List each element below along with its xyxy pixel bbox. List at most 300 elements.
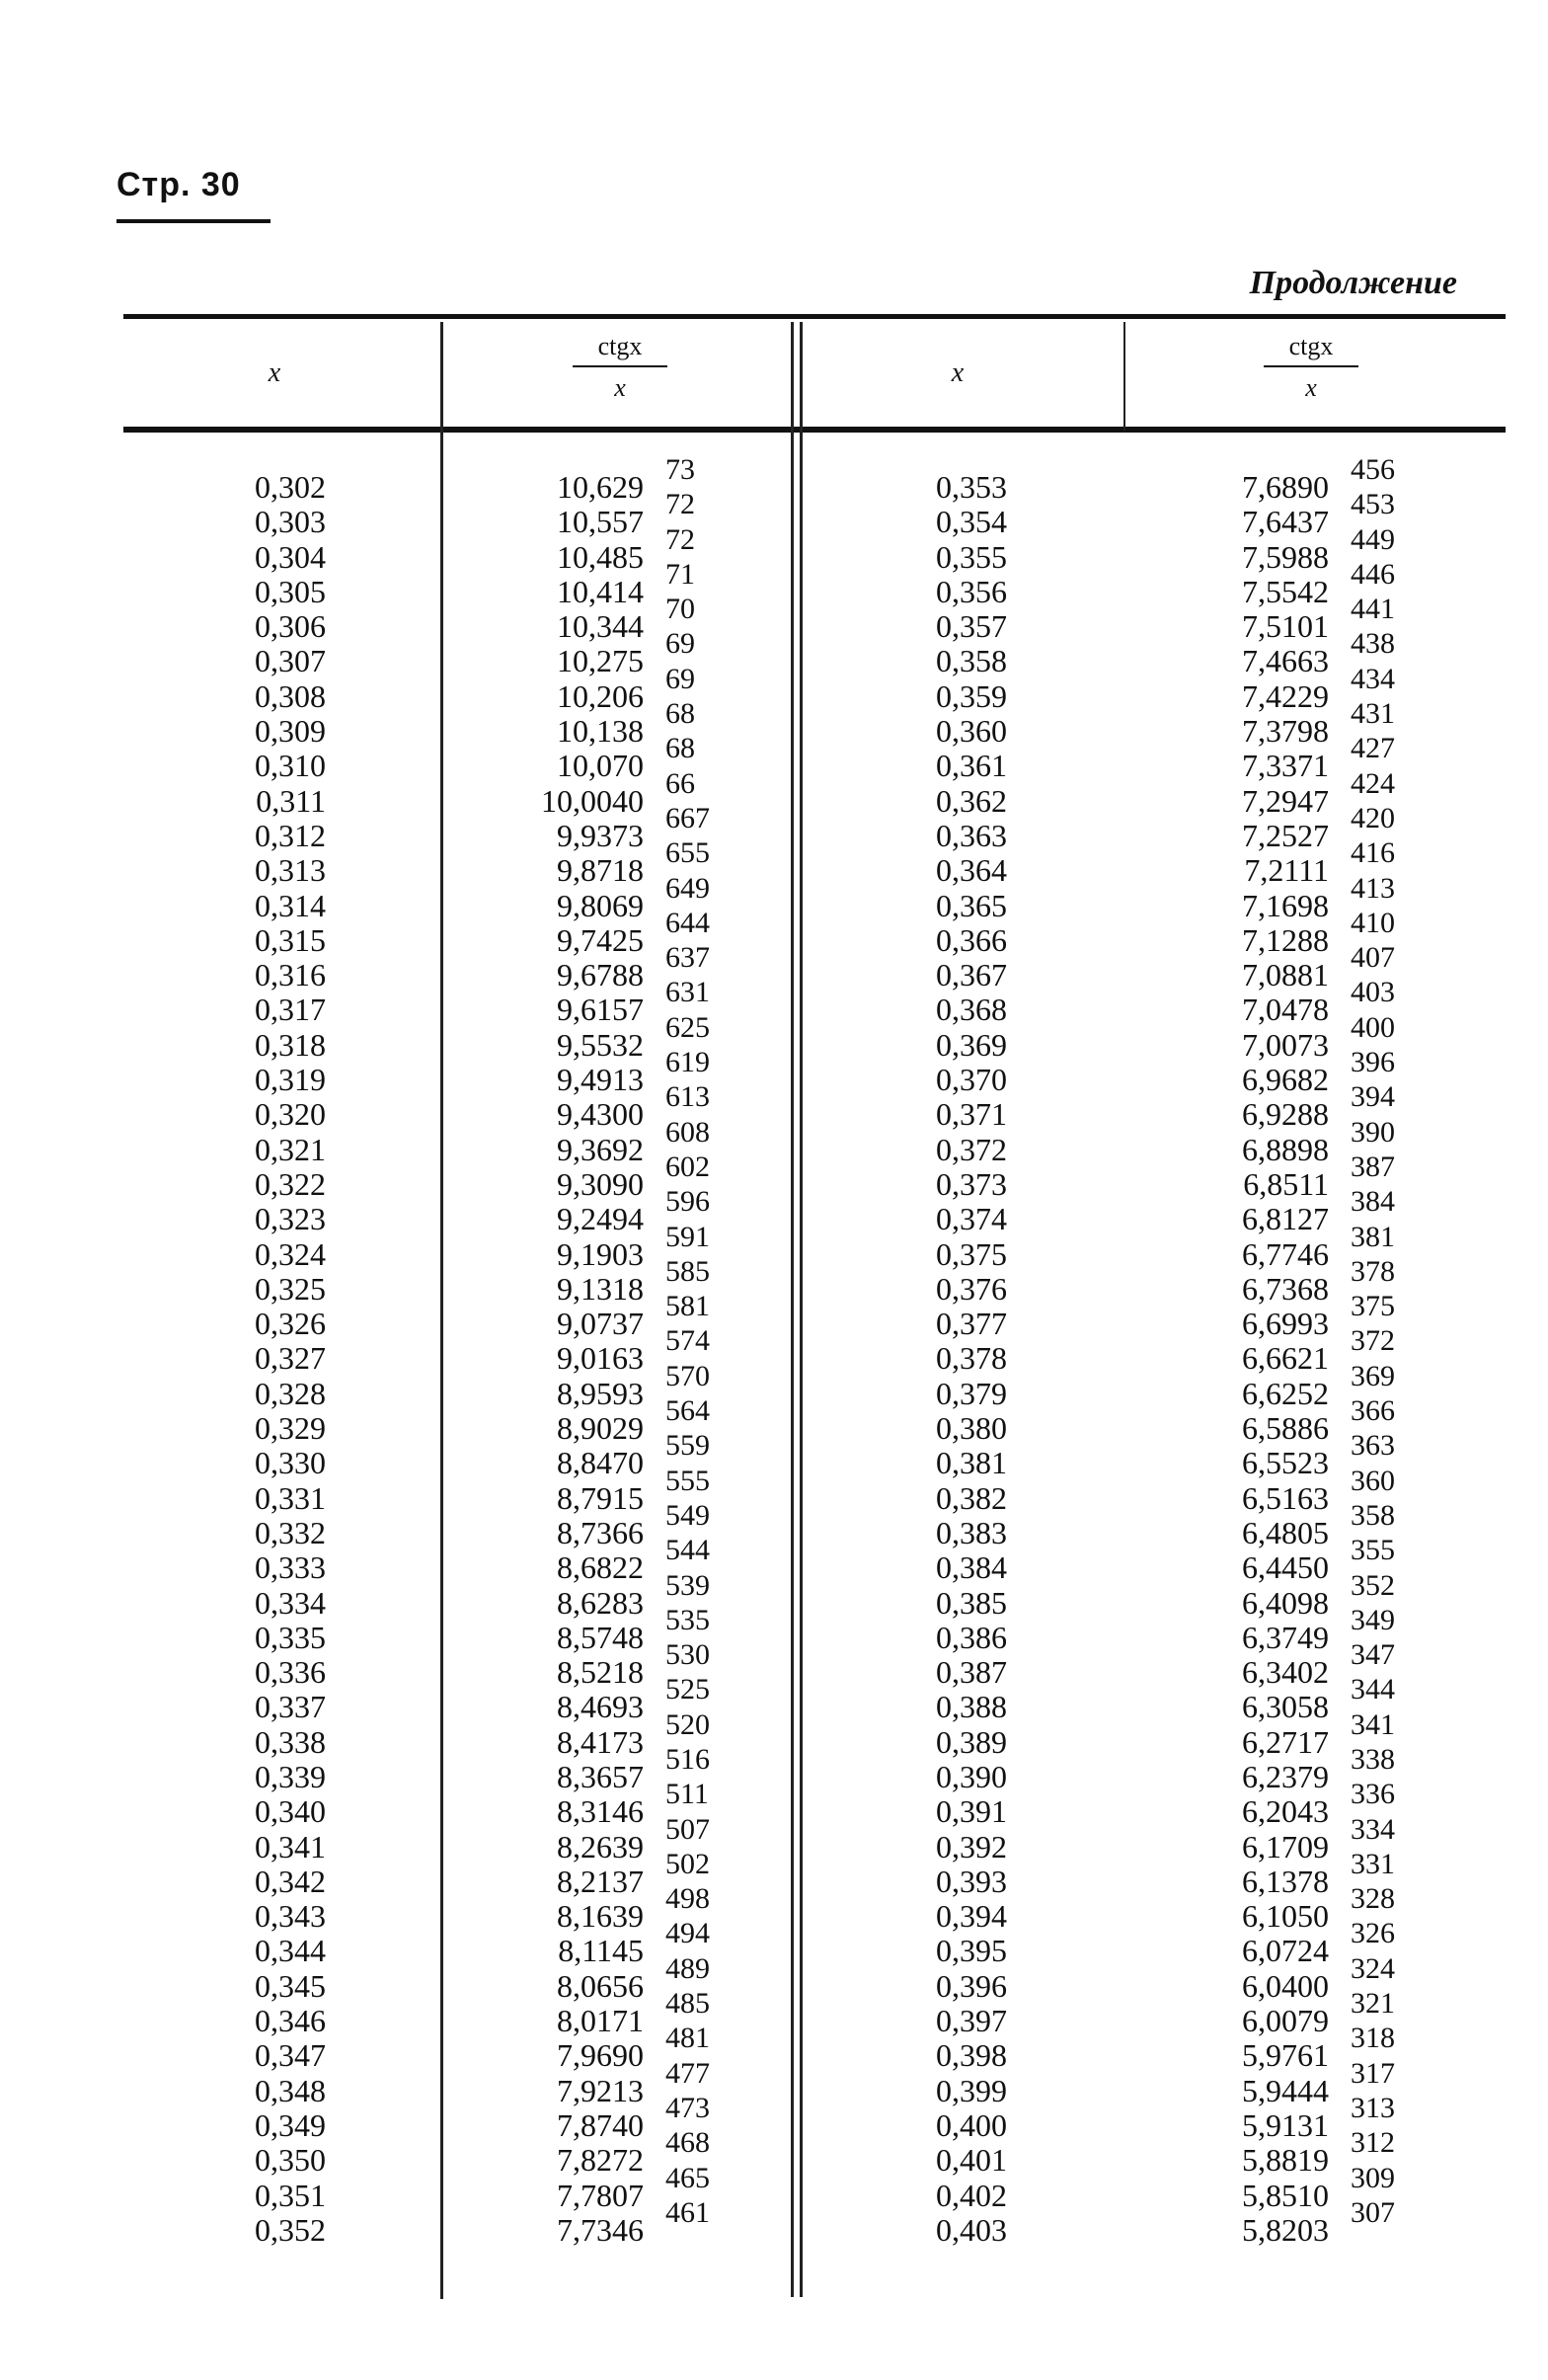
table-cell: 326	[1351, 1917, 1395, 1950]
table-cell: 608	[665, 1115, 710, 1149]
table-cell: 6,6621	[1242, 1340, 1329, 1377]
right-x-column	[889, 470, 1007, 2248]
table-cell: 0,334	[255, 1584, 326, 1621]
table-cell: 0,361	[936, 748, 1007, 784]
table-cell: 372	[1351, 1324, 1395, 1358]
table-cell: 0,312	[255, 817, 326, 853]
table-cell: 0,400	[936, 2106, 1007, 2143]
table-cell: 349	[1351, 1603, 1395, 1636]
table-cell: 8,4693	[557, 1689, 644, 1725]
table-cell: 431	[1351, 697, 1395, 731]
table-cell: 6,7368	[1242, 1270, 1329, 1307]
table-cell: 0,329	[255, 1410, 326, 1447]
table-cell: 6,5886	[1242, 1410, 1329, 1447]
table-cell: 8,2137	[557, 1863, 644, 1899]
table-cell: 530	[665, 1638, 710, 1672]
table-cell: 390	[1351, 1115, 1395, 1149]
table-cell: 0,384	[936, 1549, 1007, 1586]
table-cell: 613	[665, 1080, 710, 1114]
table-cell: 352	[1351, 1568, 1395, 1602]
table-cell: 473	[665, 2091, 710, 2124]
column-separator	[1123, 322, 1125, 431]
table-cell: 9,0737	[557, 1306, 644, 1342]
table-cell: 0,336	[255, 1654, 326, 1691]
table-cell: 0,332	[255, 1514, 326, 1550]
table-cell: 0,388	[936, 1689, 1007, 1725]
table-cell: 5,8510	[1242, 2177, 1329, 2213]
table-cell: 387	[1351, 1150, 1395, 1183]
table-cell: 539	[665, 1568, 710, 1602]
table-cell: 9,6157	[557, 992, 644, 1028]
table-cell: 581	[665, 1290, 710, 1323]
table-cell: 8,6822	[557, 1549, 644, 1586]
table-cell: 559	[665, 1429, 710, 1463]
table-cell: 8,7366	[557, 1514, 644, 1550]
table-cell: 0,343	[255, 1898, 326, 1935]
table-cell: 0,396	[936, 1967, 1007, 2004]
table-cell: 0,308	[255, 677, 326, 714]
table-cell: 0,375	[936, 1235, 1007, 1272]
table-cell: 9,1903	[557, 1235, 644, 1272]
table-cell: 446	[1351, 557, 1395, 591]
table-cell: 5,9761	[1242, 2037, 1329, 2074]
table-cell: 369	[1351, 1359, 1395, 1392]
table-cell: 0,328	[255, 1375, 326, 1411]
table-cell: 0,358	[936, 643, 1007, 679]
column-separator-double-left	[791, 322, 794, 2297]
table-cell: 8,8470	[557, 1445, 644, 1481]
table-cell: 0,401	[936, 2142, 1007, 2179]
table-cell: 8,7915	[557, 1479, 644, 1516]
table-cell: 0,342	[255, 1863, 326, 1899]
table-cell: 341	[1351, 1707, 1395, 1741]
table-cell: 7,2527	[1242, 817, 1329, 853]
table-cell: 410	[1351, 906, 1395, 939]
header-ctg-denominator: x	[614, 373, 626, 402]
table-cell: 7,9690	[557, 2037, 644, 2074]
header-ctg-numerator: ctgx	[597, 332, 643, 360]
table-cell: 10,414	[557, 573, 644, 609]
table-cell: 596	[665, 1185, 710, 1219]
table-cell: 465	[665, 2161, 710, 2194]
table-cell: 0,333	[255, 1549, 326, 1586]
table-cell: 7,0478	[1242, 992, 1329, 1028]
table-cell: 6,5163	[1242, 1479, 1329, 1516]
table-cell: 6,3402	[1242, 1654, 1329, 1691]
table-cell: 525	[665, 1673, 710, 1706]
header-ctg-numerator: ctgx	[1288, 332, 1334, 360]
table-cell: 0,376	[936, 1270, 1007, 1307]
table-cell: 313	[1351, 2091, 1395, 2124]
table-cell: 0,378	[936, 1340, 1007, 1377]
page-number: Стр. 30	[116, 166, 241, 203]
table-cell: 0,387	[936, 1654, 1007, 1691]
table-cell: 9,1318	[557, 1270, 644, 1307]
table-cell: 331	[1351, 1847, 1395, 1880]
table-cell: 0,393	[936, 1863, 1007, 1899]
table-cell: 9,5532	[557, 1026, 644, 1063]
table-cell: 375	[1351, 1290, 1395, 1323]
table-cell: 585	[665, 1254, 710, 1288]
table-cell: 0,385	[936, 1584, 1007, 1621]
table-cell: 0,391	[936, 1793, 1007, 1830]
table-cell: 0,357	[936, 608, 1007, 645]
table-cell: 0,353	[936, 469, 1007, 505]
table-cell: 7,2111	[1244, 852, 1329, 889]
table-cell: 7,6437	[1242, 504, 1329, 540]
table-cell: 9,4913	[557, 1062, 644, 1098]
table-header-rule	[123, 427, 1506, 433]
right-ctg-column	[1195, 470, 1329, 2248]
table-cell: 0,335	[255, 1619, 326, 1655]
table-cell: 0,386	[936, 1619, 1007, 1655]
table-cell: 9,3692	[557, 1131, 644, 1167]
table-cell: 0,348	[255, 2072, 326, 2108]
table-cell: 68	[665, 732, 695, 765]
table-cell: 649	[665, 871, 710, 905]
table-cell: 8,6283	[557, 1584, 644, 1621]
table-cell: 9,8718	[557, 852, 644, 889]
table-cell: 549	[665, 1498, 710, 1532]
table-cell: 0,365	[936, 887, 1007, 923]
table-cell: 0,313	[255, 852, 326, 889]
table-cell: 7,5101	[1242, 608, 1329, 645]
table-cell: 0,331	[255, 1479, 326, 1516]
column-separator	[440, 322, 443, 2299]
table-cell: 0,360	[936, 713, 1007, 750]
table-cell: 0,314	[255, 887, 326, 923]
table-cell: 321	[1351, 1987, 1395, 2021]
table-cell: 400	[1351, 1010, 1395, 1044]
table-cell: 498	[665, 1882, 710, 1916]
table-cell: 0,338	[255, 1723, 326, 1760]
table-cell: 0,403	[936, 2211, 1007, 2248]
table-cell: 574	[665, 1324, 710, 1358]
table-cell: 485	[665, 1987, 710, 2021]
table-cell: 5,8203	[1242, 2211, 1329, 2248]
table-cell: 494	[665, 1917, 710, 1950]
header-ctg-denominator: x	[1305, 373, 1317, 402]
table-cell: 507	[665, 1812, 710, 1846]
table-cell: 0,307	[255, 643, 326, 679]
table-cell: 8,5218	[557, 1654, 644, 1691]
table-cell: 8,4173	[557, 1723, 644, 1760]
table-cell: 72	[665, 522, 695, 556]
table-cell: 0,319	[255, 1062, 326, 1098]
table-cell: 535	[665, 1603, 710, 1636]
table-cell: 6,5523	[1242, 1445, 1329, 1481]
left-difference-column	[665, 452, 735, 2230]
table-cell: 6,7746	[1242, 1235, 1329, 1272]
table-cell: 10,275	[557, 643, 644, 679]
table-cell: 0,321	[255, 1131, 326, 1167]
table-cell: 318	[1351, 2022, 1395, 2055]
table-cell: 544	[665, 1534, 710, 1567]
table-cell: 555	[665, 1464, 710, 1497]
table-cell: 6,2717	[1242, 1723, 1329, 1760]
table-cell: 378	[1351, 1254, 1395, 1288]
table-cell: 0,402	[936, 2177, 1007, 2213]
table-cell: 0,368	[936, 992, 1007, 1028]
table-cell: 0,362	[936, 782, 1007, 819]
table-cell: 7,5542	[1242, 573, 1329, 609]
table-cell: 461	[665, 2195, 710, 2229]
table-cell: 0,355	[936, 538, 1007, 575]
table-cell: 0,337	[255, 1689, 326, 1725]
table-cell: 7,5988	[1242, 538, 1329, 575]
table-cell: 355	[1351, 1534, 1395, 1567]
table-cell: 0,320	[255, 1096, 326, 1133]
table-cell: 394	[1351, 1080, 1395, 1114]
continuation-label: Продолжение	[1249, 265, 1457, 301]
left-ctg-column	[494, 470, 644, 2248]
table-cell: 416	[1351, 836, 1395, 870]
table-cell: 0,347	[255, 2037, 326, 2074]
table-cell: 625	[665, 1010, 710, 1044]
table-cell: 10,138	[557, 713, 644, 750]
table-cell: 7,0073	[1242, 1026, 1329, 1063]
table-cell: 363	[1351, 1429, 1395, 1463]
table-cell: 0,352	[255, 2211, 326, 2248]
table-cell: 7,4229	[1242, 677, 1329, 714]
table-cell: 0,377	[936, 1306, 1007, 1342]
table-cell: 413	[1351, 871, 1395, 905]
table-cell: 0,369	[936, 1026, 1007, 1063]
fraction-bar	[573, 365, 667, 367]
table-cell: 0,345	[255, 1967, 326, 2004]
table-cell: 0,341	[255, 1828, 326, 1864]
table-cell: 0,354	[936, 504, 1007, 540]
table-cell: 6,6993	[1242, 1306, 1329, 1342]
table-cell: 0,389	[936, 1723, 1007, 1760]
table-cell: 7,2947	[1242, 782, 1329, 819]
table-cell: 631	[665, 976, 710, 1009]
table-cell: 10,206	[557, 677, 644, 714]
table-cell: 358	[1351, 1498, 1395, 1532]
table-cell: 0,367	[936, 957, 1007, 993]
table-cell: 0,309	[255, 713, 326, 750]
table-cell: 8,9029	[557, 1410, 644, 1447]
table-cell: 344	[1351, 1673, 1395, 1706]
table-cell: 0,379	[936, 1375, 1007, 1411]
header-x-left: x	[268, 357, 281, 388]
table-cell: 0,371	[936, 1096, 1007, 1133]
table-cell: 7,3371	[1242, 748, 1329, 784]
table-cell: 420	[1351, 801, 1395, 834]
table-cell: 403	[1351, 976, 1395, 1009]
table-cell: 468	[665, 2126, 710, 2160]
table-cell: 334	[1351, 1812, 1395, 1846]
table-cell: 427	[1351, 732, 1395, 765]
table-cell: 381	[1351, 1220, 1395, 1253]
table-cell: 6,2043	[1242, 1793, 1329, 1830]
table-cell: 7,1288	[1242, 921, 1329, 958]
table-cell: 7,4663	[1242, 643, 1329, 679]
table-cell: 8,3657	[557, 1758, 644, 1794]
table-cell: 8,3146	[557, 1793, 644, 1830]
table-cell: 360	[1351, 1464, 1395, 1497]
table-cell: 6,4450	[1242, 1549, 1329, 1586]
table-cell: 0,323	[255, 1201, 326, 1237]
table-cell: 0,316	[255, 957, 326, 993]
table-cell: 0,395	[936, 1933, 1007, 1969]
table-cell: 0,366	[936, 921, 1007, 958]
table-cell: 307	[1351, 2195, 1395, 2229]
table-cell: 8,2639	[557, 1828, 644, 1864]
table-cell: 6,1378	[1242, 1863, 1329, 1899]
table-cell: 7,8740	[557, 2106, 644, 2143]
table-cell: 0,372	[936, 1131, 1007, 1167]
table-cell: 6,9288	[1242, 1096, 1329, 1133]
table-cell: 328	[1351, 1882, 1395, 1916]
table-cell: 336	[1351, 1778, 1395, 1811]
table-cell: 396	[1351, 1046, 1395, 1079]
table-cell: 70	[665, 593, 695, 626]
table-cell: 6,8898	[1242, 1131, 1329, 1167]
table-cell: 6,2379	[1242, 1758, 1329, 1794]
table-cell: 6,3749	[1242, 1619, 1329, 1655]
page-number-underline	[116, 219, 271, 223]
table-cell: 456	[1351, 453, 1395, 486]
table-cell: 8,9593	[557, 1375, 644, 1411]
table-cell: 10,629	[557, 469, 644, 505]
table-cell: 0,380	[936, 1410, 1007, 1447]
table-cell: 511	[665, 1778, 709, 1811]
table-cell: 0,399	[936, 2072, 1007, 2108]
table-cell: 6,1050	[1242, 1898, 1329, 1935]
table-cell: 438	[1351, 627, 1395, 661]
table-cell: 0,311	[256, 782, 326, 819]
table-cell: 0,374	[936, 1201, 1007, 1237]
table-cell: 0,340	[255, 1793, 326, 1830]
table-cell: 520	[665, 1707, 710, 1741]
table-cell: 6,9682	[1242, 1062, 1329, 1098]
table-cell: 6,0400	[1242, 1967, 1329, 2004]
table-cell: 0,349	[255, 2106, 326, 2143]
table-cell: 7,1698	[1242, 887, 1329, 923]
table-cell: 434	[1351, 662, 1395, 695]
table-cell: 6,4098	[1242, 1584, 1329, 1621]
header-x-right: x	[951, 357, 965, 388]
table-cell: 0,382	[936, 1479, 1007, 1516]
table-cell: 0,351	[255, 2177, 326, 2213]
table-cell: 655	[665, 836, 710, 870]
table-cell: 10,557	[557, 504, 644, 540]
table-cell: 7,3798	[1242, 713, 1329, 750]
table-cell: 489	[665, 1951, 710, 1985]
table-cell: 8,5748	[557, 1619, 644, 1655]
table-cell: 0,326	[255, 1306, 326, 1342]
table-cell: 9,6788	[557, 957, 644, 993]
table-cell: 0,364	[936, 852, 1007, 889]
table-cell: 0,359	[936, 677, 1007, 714]
table-cell: 0,344	[255, 1933, 326, 1969]
table-cell: 71	[665, 557, 695, 591]
table-cell: 6,0079	[1242, 2003, 1329, 2039]
right-difference-column	[1351, 452, 1420, 2230]
table-cell: 0,398	[936, 2037, 1007, 2074]
table-cell: 0,325	[255, 1270, 326, 1307]
table-cell: 0,383	[936, 1514, 1007, 1550]
table-cell: 644	[665, 906, 710, 939]
table-cell: 619	[665, 1046, 710, 1079]
table-cell: 637	[665, 941, 710, 975]
table-cell: 0,363	[936, 817, 1007, 853]
table-cell: 0,373	[936, 1165, 1007, 1202]
table-cell: 6,6252	[1242, 1375, 1329, 1411]
table-cell: 7,7346	[557, 2211, 644, 2248]
table-cell: 5,9444	[1242, 2072, 1329, 2108]
table-cell: 9,9373	[557, 817, 644, 853]
table-cell: 0,306	[255, 608, 326, 645]
table-cell: 0,303	[255, 504, 326, 540]
table-cell: 0,346	[255, 2003, 326, 2039]
table-cell: 384	[1351, 1185, 1395, 1219]
table-cell: 0,381	[936, 1445, 1007, 1481]
table-cell: 73	[665, 453, 695, 486]
table-cell: 449	[1351, 522, 1395, 556]
table-cell: 564	[665, 1394, 710, 1428]
table-cell: 312	[1351, 2126, 1395, 2160]
table-cell: 9,7425	[557, 921, 644, 958]
table-cell: 8,1639	[557, 1898, 644, 1935]
table-cell: 0,310	[255, 748, 326, 784]
table-cell: 317	[1351, 2056, 1395, 2090]
table-cell: 6,4805	[1242, 1514, 1329, 1550]
table-cell: 0,305	[255, 573, 326, 609]
table-cell: 9,0163	[557, 1340, 644, 1377]
table-cell: 453	[1351, 488, 1395, 521]
table-cell: 68	[665, 697, 695, 731]
table-cell: 366	[1351, 1394, 1395, 1428]
table-cell: 6,1709	[1242, 1828, 1329, 1864]
table-cell: 6,8511	[1243, 1165, 1329, 1202]
table-cell: 407	[1351, 941, 1395, 975]
table-cell: 0,397	[936, 2003, 1007, 2039]
table-cell: 0,318	[255, 1026, 326, 1063]
table-cell: 6,8127	[1242, 1201, 1329, 1237]
header-ctg-over-x-left	[531, 332, 709, 403]
table-cell: 0,315	[255, 921, 326, 958]
table-cell: 9,8069	[557, 887, 644, 923]
table-cell: 516	[665, 1742, 710, 1776]
table-cell: 0,330	[255, 1445, 326, 1481]
table-cell: 66	[665, 766, 695, 800]
table-cell: 481	[665, 2022, 710, 2055]
table-cell: 0,304	[255, 538, 326, 575]
table-cell: 0,356	[936, 573, 1007, 609]
table-cell: 72	[665, 488, 695, 521]
column-separator-double-right	[800, 322, 803, 2297]
table-cell: 441	[1351, 593, 1395, 626]
table-cell: 0,370	[936, 1062, 1007, 1098]
table-cell: 591	[665, 1220, 710, 1253]
table-cell: 667	[665, 801, 710, 834]
table-cell: 5,9131	[1242, 2106, 1329, 2143]
table-cell: 7,0881	[1242, 957, 1329, 993]
table-cell: 0,350	[255, 2142, 326, 2179]
table-cell: 5,8819	[1242, 2142, 1329, 2179]
table-cell: 7,8272	[557, 2142, 644, 2179]
table-cell: 9,2494	[557, 1201, 644, 1237]
table-cell: 6,0724	[1242, 1933, 1329, 1969]
table-cell: 502	[665, 1847, 710, 1880]
table-cell: 0,302	[255, 469, 326, 505]
table-cell: 338	[1351, 1742, 1395, 1776]
table-cell: 0,339	[255, 1758, 326, 1794]
table-cell: 7,6890	[1242, 469, 1329, 505]
table-top-rule	[123, 314, 1506, 319]
